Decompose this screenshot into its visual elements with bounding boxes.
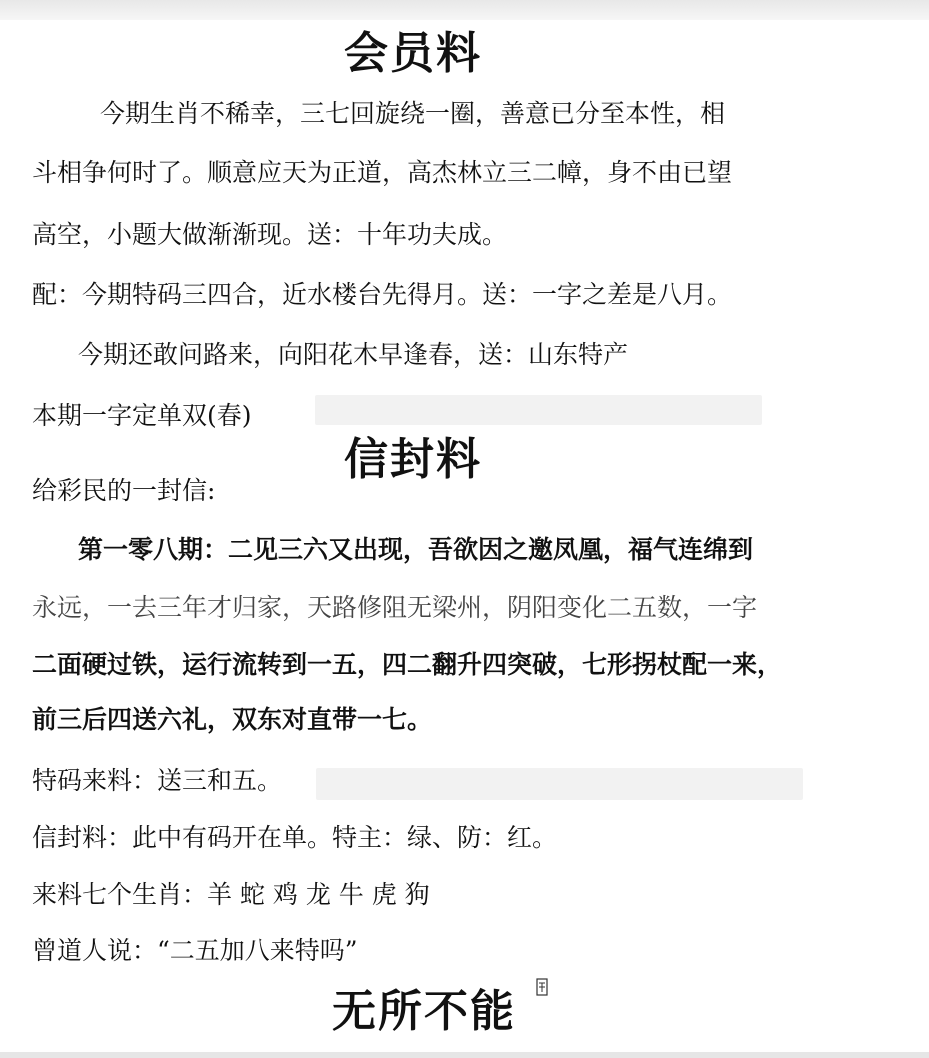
small-seal-icon — [536, 978, 548, 996]
member-poem-line-2: 斗相争何时了。顺意应天为正道，高杰林立三二幛，身不由已望 — [32, 158, 733, 187]
envelope-section-title: 信封料 — [344, 434, 482, 485]
member-poem-line-3: 高空，小题大做渐渐现。送：十年功夫成。 — [32, 220, 508, 249]
envelope-zengdao-line: 曾道人说：“二五加八来特吗” — [32, 936, 358, 965]
envelope-tema-line: 特码来料：送三和五。 — [32, 766, 283, 795]
envelope-xinfeng-line: 信封料：此中有码开在单。特主：绿、防：红。 — [32, 823, 558, 852]
envelope-greeting: 给彩民的一封信: — [32, 476, 216, 505]
member-section-title: 会员料 — [344, 28, 482, 79]
bottom-margin-bar — [0, 1052, 929, 1058]
member-extra-line: 今期还敢问路来，向阳花木早逢春，送：山东特产 — [78, 340, 629, 369]
top-margin-bar — [0, 0, 929, 20]
redacted-area — [315, 395, 762, 425]
envelope-shengxiao-line: 来料七个生肖：羊 蛇 鸡 龙 牛 虎 狗 — [32, 880, 430, 909]
redacted-area — [316, 768, 803, 800]
envelope-letter-line-3: 二面硬过铁，运行流转到一五，四二翻升四突破，七形拐杖配一来， — [32, 650, 783, 679]
envelope-letter-line-2: 永远，一去三年才归家，天路修阻无梁州，阴阳变化二五数，一字 — [32, 593, 758, 622]
member-pei-line: 配：今期特码三四合，近水楼台先得月。送：一字之差是八月。 — [32, 280, 733, 309]
envelope-letter-line-1: 第一零八期：二见三六又出现，吾欲因之邀凤凰，福气连绵到 — [78, 535, 754, 564]
member-danshuang-line: 本期一字定单双(春) — [32, 401, 252, 430]
envelope-letter-line-4: 前三后四送六礼，双东对直带一七。 — [32, 705, 433, 734]
member-poem-line-1: 今期生肖不稀幸，三七回旋绕一圈，善意已分至本性，相 — [100, 99, 726, 128]
bottom-section-title: 无所不能 — [332, 986, 516, 1037]
